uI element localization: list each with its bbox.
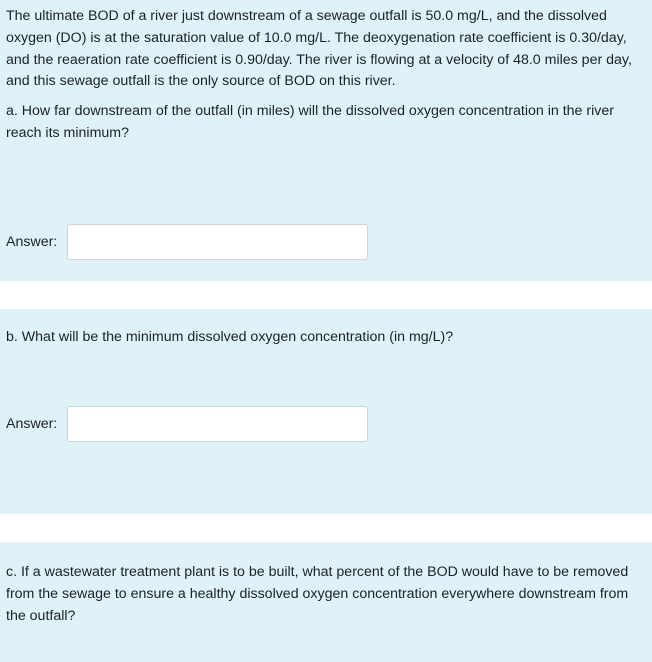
answer-label-b: Answer: — [6, 416, 58, 432]
question-panel-c — [0, 542, 652, 662]
question-intro-text: The ultimate BOD of a river just downstream of a sewage outfall is 50.0 mg/L, and the dissolved oxygen (DO) is at the saturation value of 10.0 mg/L. The deoxygenation rate coefficient is 0.30/day, and the reaeration rate coefficient is 0.90/day. The river is flowing at a velocity of 48.0 miles per day, and this sewage outfall is the only source of BOD on this river. — [6, 8, 632, 90]
question-part-c-text: c. If a wastewater treatment plant is to be built, what percent of the BOD would have to be removed from the sewage to ensure a healthy dissolved oxygen concentration everywhere downstream from the outfall? — [6, 564, 629, 624]
answer-row-b — [6, 406, 368, 442]
question-part-a-text: a. How far downstream of the outfall (in miles) will the dissolved oxygen concentration in the river reach its minimum? — [6, 103, 614, 141]
question-panel-a — [0, 0, 652, 281]
answer-input-b[interactable] — [67, 406, 368, 442]
answer-input-a[interactable] — [67, 224, 368, 260]
question-panel-b — [0, 309, 652, 514]
question-part-b-text: b. What will be the minimum dissolved oxygen concentration (in mg/L)? — [6, 329, 454, 345]
answer-label-a: Answer: — [6, 234, 58, 250]
answer-row-a — [6, 224, 368, 260]
